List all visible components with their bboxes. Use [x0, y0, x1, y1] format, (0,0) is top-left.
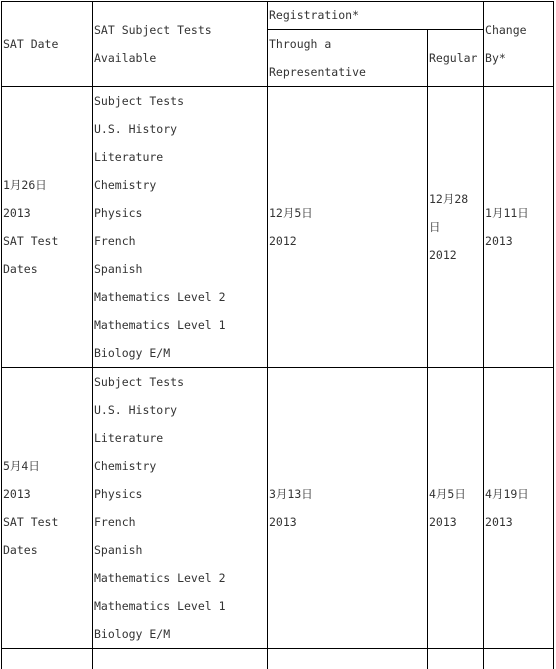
header-regular: Regular [428, 30, 484, 87]
cell-change-by: 4月19日 2013 [484, 368, 554, 649]
cell-sat-date: 1月26日 2013 SAT Test Dates [2, 87, 93, 368]
cell-sat-date: 5月4日 2013 SAT Test Dates [2, 368, 93, 649]
header-sat-date: SAT Date [2, 2, 93, 87]
header-registration: Registration* [268, 2, 484, 30]
cell-empty [428, 649, 484, 669]
table-row-partial [2, 649, 554, 669]
cell-change-by: 1月11日 2013 [484, 87, 554, 368]
header-through-representative: Through a Representative [268, 30, 428, 87]
cell-empty [484, 649, 554, 669]
cell-subject-list: Subject Tests U.S. History Literature Chemistry Physics French Spanish Mathematics Level 2 Mathematics Level 1 Biology E/M [93, 87, 268, 368]
cell-empty [2, 649, 93, 669]
header-subject-tests-available: SAT Subject Tests Available [93, 2, 268, 87]
cell-through-representative: 3月13日 2013 [268, 368, 428, 649]
cell-subject-list: Subject Tests U.S. History Literature Chemistry Physics French Spanish Mathematics Level 2 Mathematics Level 1 Biology E/M [93, 368, 268, 649]
header-change-by: Change By* [484, 2, 554, 87]
table-row [2, 368, 554, 649]
header-row [2, 2, 554, 30]
sat-dates-table [1, 1, 554, 669]
cell-regular: 12月28 日 2012 [428, 87, 484, 368]
cell-through-representative: 12月5日 2012 [268, 87, 428, 368]
table-row [2, 87, 554, 368]
cell-empty [268, 649, 428, 669]
cell-regular: 4月5日 2013 [428, 368, 484, 649]
cell-empty [93, 649, 268, 669]
